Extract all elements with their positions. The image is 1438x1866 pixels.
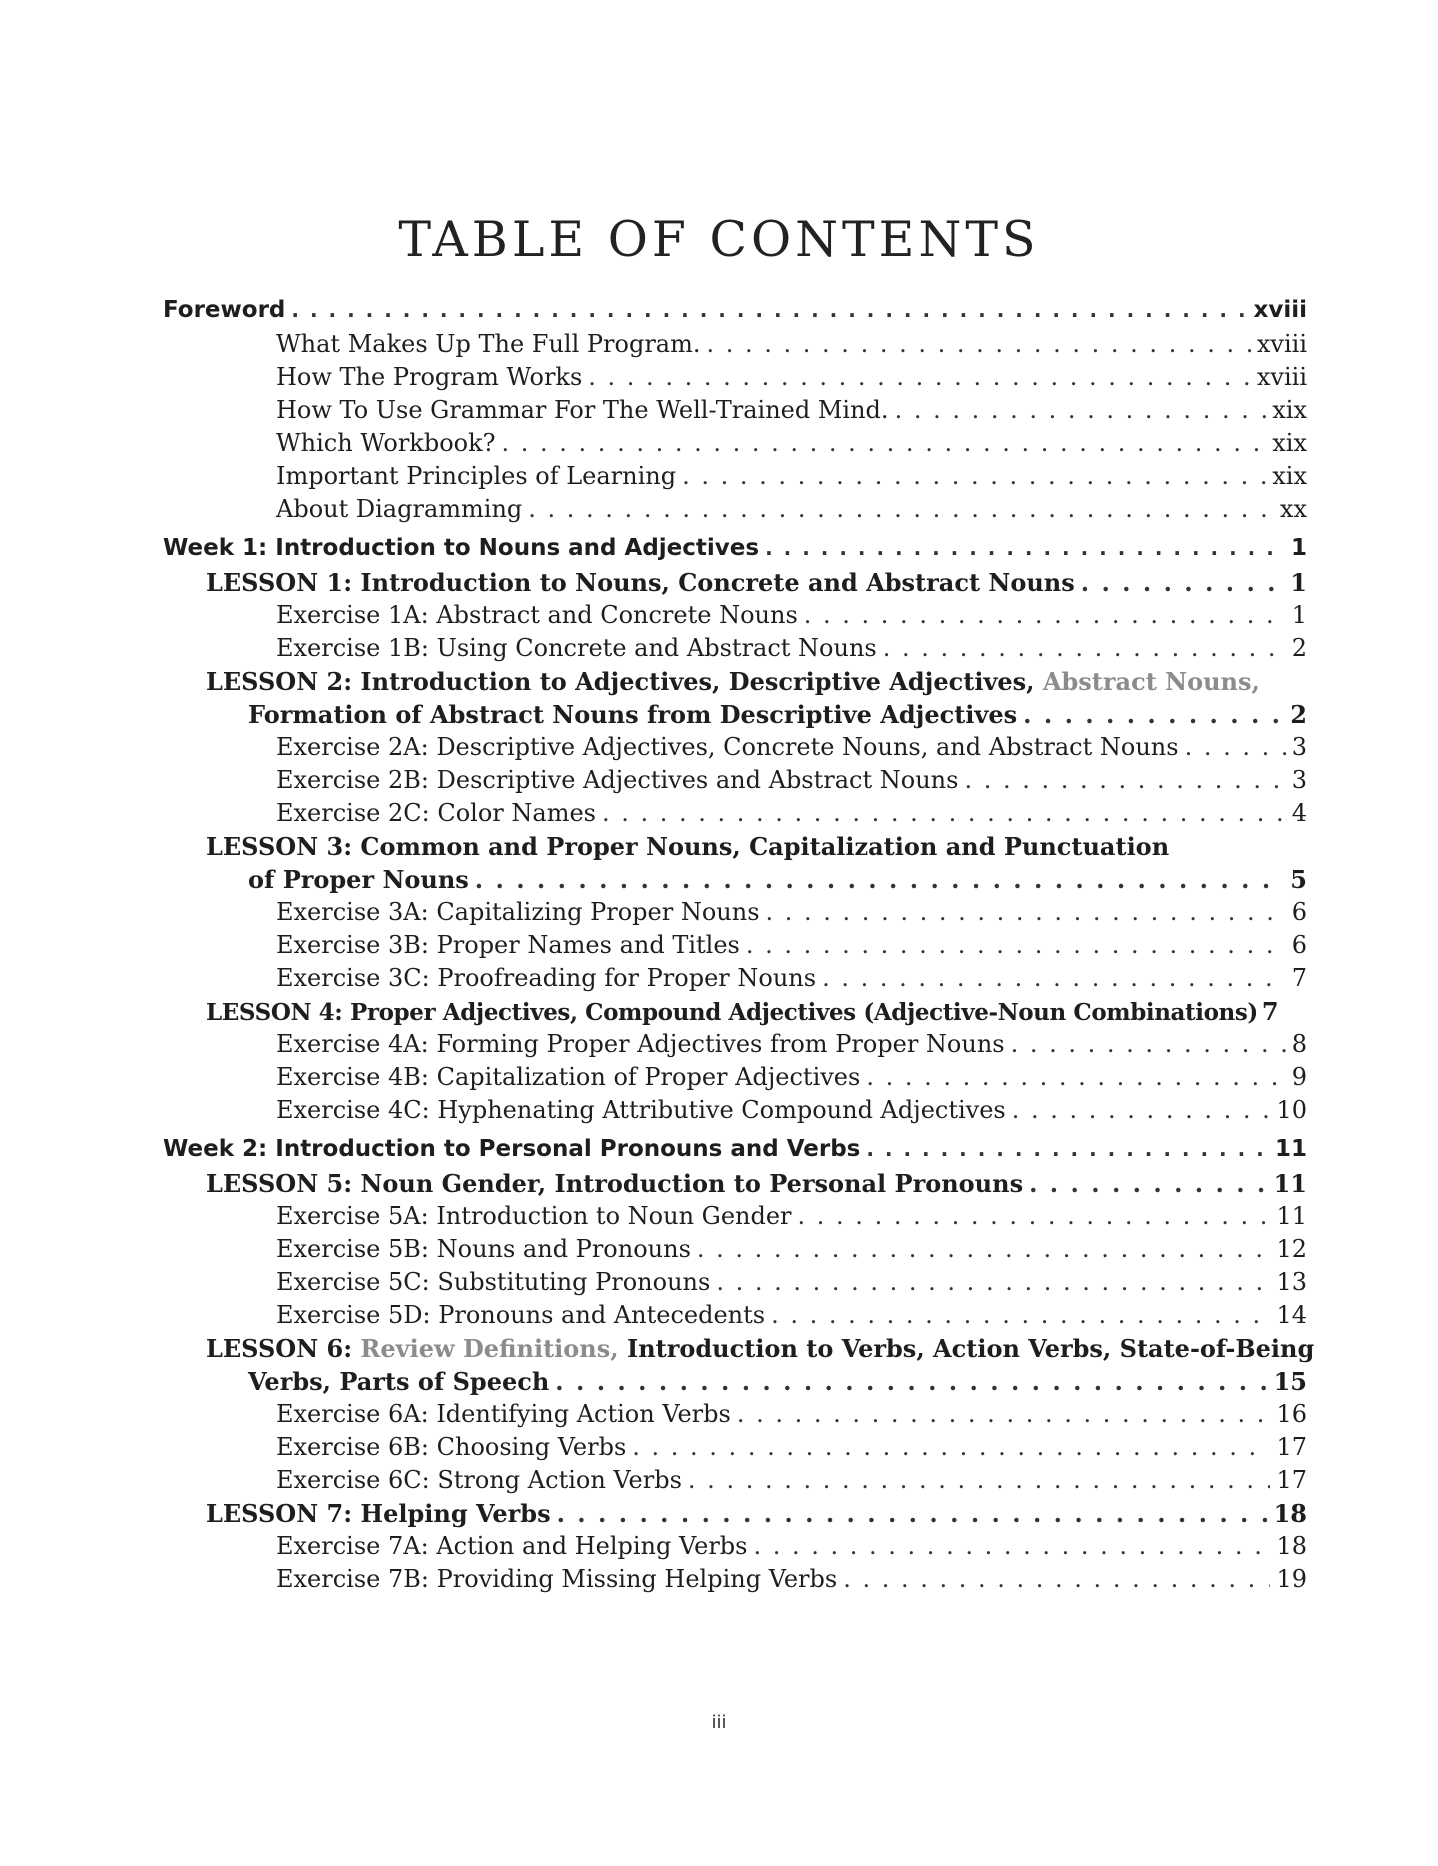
toc-entry-lesson-4[interactable] <box>163 995 1307 1028</box>
toc-page-number: 17 <box>1276 1433 1307 1461</box>
toc-entry-label: How The Program Works <box>276 363 583 391</box>
toc-entry[interactable] <box>163 1094 1307 1127</box>
toc-entry-lesson-6-continued[interactable] <box>163 1365 1307 1398</box>
toc-page-number: 3 <box>1291 766 1307 794</box>
toc-entry-label: Exercise 3A: Capitalizing Proper Nouns <box>276 898 760 926</box>
toc-entry-label: Exercise 3C: Proofreading for Proper Nouns <box>276 964 817 992</box>
dot-leader <box>843 1563 1270 1596</box>
toc-entry-label: Exercise 1A: Abstract and Concrete Nouns <box>276 601 798 629</box>
toc-entry[interactable] <box>163 731 1307 764</box>
toc-entry-label: Exercise 5A: Introduction to Noun Gender <box>276 1202 792 1230</box>
page-title: TABLE OF CONTENTS <box>398 211 1040 268</box>
toc-page-number: xix <box>1272 429 1307 457</box>
toc-page-number: 6 <box>1291 931 1307 959</box>
toc-entry-label: Exercise 6C: Strong Action Verbs <box>276 1466 682 1494</box>
toc-entry[interactable] <box>163 1266 1307 1299</box>
toc-entry-lesson-3[interactable] <box>163 830 1307 863</box>
toc-entry-label: Formation of Abstract Nouns from Descriptive Adjectives <box>248 700 1018 729</box>
toc-page-number: xviii <box>1253 297 1307 323</box>
toc-page-number: 10 <box>1276 1096 1307 1124</box>
toc-entry[interactable] <box>163 797 1307 830</box>
toc-entry-label: Exercise 4C: Hyphenating Attributive Compound Adjectives <box>276 1096 1006 1124</box>
toc-entry-label: Important Principles of Learning <box>276 462 677 490</box>
toc-entry-label: of Proper Nouns <box>248 865 469 894</box>
toc-entry-lesson-2-continued[interactable] <box>163 698 1307 731</box>
toc-page-number: 18 <box>1276 1532 1307 1560</box>
toc-entry[interactable] <box>163 427 1307 460</box>
toc-entry-label-highlight: Review Definitions, <box>360 1334 619 1363</box>
toc-page-number: 16 <box>1276 1400 1307 1428</box>
toc-entry[interactable] <box>163 1563 1307 1596</box>
dot-leader <box>1012 1094 1271 1127</box>
dot-leader <box>291 292 1247 328</box>
dot-leader <box>1081 566 1285 599</box>
toc-entry[interactable] <box>163 962 1307 995</box>
toc-entry-week-1[interactable] <box>163 530 1307 566</box>
toc-entry-lesson-2[interactable] <box>163 665 1307 698</box>
toc-page-number: 15 <box>1273 1367 1307 1396</box>
toc-page-number: 2 <box>1291 634 1307 662</box>
table-of-contents <box>163 292 1315 1596</box>
toc-entry[interactable] <box>163 328 1307 361</box>
toc-entry-label: LESSON 1: Introduction to Nouns, Concrete and Abstract Nouns <box>206 568 1075 597</box>
toc-page-number: xx <box>1279 495 1307 523</box>
dot-leader <box>528 493 1274 526</box>
toc-page-number: 11 <box>1273 1169 1307 1198</box>
dot-leader <box>588 361 1251 394</box>
toc-page-number: 9 <box>1291 1063 1307 1091</box>
toc-entry[interactable] <box>163 764 1307 797</box>
toc-entry-lesson-5[interactable] <box>163 1167 1307 1200</box>
toc-entry[interactable] <box>163 632 1307 665</box>
toc-entry-label: How To Use Grammar For The Well-Trained Mind. <box>276 396 889 424</box>
toc-entry-label-part: LESSON 6: <box>206 1334 353 1363</box>
toc-page-number: xviii <box>1256 363 1307 391</box>
toc-entry[interactable] <box>163 1431 1307 1464</box>
dot-leader <box>753 1530 1270 1563</box>
toc-entry-label: LESSON 3: Common and Proper Nouns, Capitalization and Punctuation <box>206 832 1170 861</box>
dot-leader <box>688 1464 1271 1497</box>
toc-entry-label <box>206 1332 1314 1365</box>
toc-entry-label: Exercise 6A: Identifying Action Verbs <box>276 1400 731 1428</box>
toc-entry-label <box>206 665 1260 698</box>
toc-page-number: 7 <box>1291 964 1307 992</box>
toc-entry[interactable] <box>163 929 1307 962</box>
dot-leader <box>866 1131 1269 1167</box>
toc-entry-label: Exercise 6B: Choosing Verbs <box>276 1433 627 1461</box>
toc-entry[interactable] <box>163 1530 1307 1563</box>
toc-entry-lesson-6[interactable] <box>163 1332 1315 1365</box>
dot-leader <box>746 929 1286 962</box>
toc-page-number: 17 <box>1276 1466 1307 1494</box>
toc-entry-label: Exercise 2B: Descriptive Adjectives and Abstract Nouns <box>276 766 959 794</box>
toc-entry[interactable] <box>163 1200 1307 1233</box>
toc-page-number: 13 <box>1276 1268 1307 1296</box>
toc-entry-lesson-1[interactable] <box>163 566 1307 599</box>
toc-page-number: 6 <box>1291 898 1307 926</box>
toc-entry-label: Exercise 4B: Capitalization of Proper Adjectives <box>276 1063 861 1091</box>
toc-entry-label: LESSON 7: Helping Verbs <box>206 1499 551 1528</box>
dot-leader <box>1029 1167 1268 1200</box>
toc-page-number: 12 <box>1276 1235 1307 1263</box>
toc-entry[interactable] <box>163 1028 1307 1061</box>
toc-entry[interactable] <box>163 599 1307 632</box>
dot-leader <box>866 1061 1285 1094</box>
dot-leader <box>822 962 1286 995</box>
toc-page-number: 11 <box>1274 1136 1307 1162</box>
dot-leader <box>555 1365 1267 1398</box>
toc-entry-foreword[interactable] <box>163 292 1307 328</box>
dot-leader <box>798 1200 1271 1233</box>
dot-leader <box>895 394 1267 427</box>
toc-entry-lesson-3-continued[interactable] <box>163 863 1307 896</box>
dot-leader <box>602 797 1286 830</box>
toc-page-number: 5 <box>1290 865 1307 894</box>
dot-leader <box>737 1398 1271 1431</box>
dot-leader <box>1023 698 1284 731</box>
toc-entry-label: Exercise 5D: Pronouns and Antecedents <box>276 1301 766 1329</box>
dot-leader <box>1011 1028 1286 1061</box>
toc-entry-label: Exercise 5C: Substituting Pronouns <box>276 1268 711 1296</box>
toc-entry-lesson-7[interactable] <box>163 1497 1307 1530</box>
toc-entry-label: Foreword <box>163 297 286 323</box>
toc-entry[interactable] <box>163 1398 1307 1431</box>
toc-entry-label: Exercise 5B: Nouns and Pronouns <box>276 1235 691 1263</box>
toc-entry-label: Verbs, Parts of Speech <box>248 1367 550 1396</box>
toc-entry-label: Week 1: Introduction to Nouns and Adjectives <box>163 535 760 561</box>
toc-entry-label: Which Workbook? <box>276 429 496 457</box>
toc-page-number: 8 <box>1291 1030 1307 1058</box>
dot-leader <box>632 1431 1270 1464</box>
toc-page-number: xix <box>1272 462 1307 490</box>
toc-entry-label: What Makes Up The Full Program. <box>276 330 701 358</box>
toc-page-number: 3 <box>1291 733 1307 761</box>
toc-entry[interactable] <box>163 1299 1307 1332</box>
toc-entry-label: Exercise 7B: Providing Missing Helping Verbs <box>276 1565 838 1593</box>
toc-page-number: 7 <box>1261 997 1279 1026</box>
toc-entry-label-highlight: Abstract Nouns, <box>1042 667 1260 696</box>
toc-page-number: 14 <box>1276 1301 1307 1329</box>
toc-page-number: 19 <box>1276 1565 1307 1593</box>
toc-entry-week-2[interactable] <box>163 1131 1307 1167</box>
toc-entry-label: LESSON 4: Proper Adjectives, Compound Adjectives (Adjective-Noun Combinations) <box>206 999 1258 1026</box>
toc-entry-label-part: LESSON 2: Introduction to Adjectives, Descriptive Adjectives, <box>206 667 1035 696</box>
toc-entry[interactable] <box>163 896 1307 929</box>
toc-page-number: 4 <box>1291 799 1307 827</box>
toc-page-number: 2 <box>1290 700 1307 729</box>
dot-leader <box>804 599 1286 632</box>
toc-entry[interactable] <box>163 1464 1307 1497</box>
toc-page-number: 1 <box>1290 535 1307 561</box>
dot-leader <box>964 764 1285 797</box>
dot-leader <box>716 1266 1270 1299</box>
toc-entry[interactable] <box>163 394 1307 427</box>
toc-page-number: 18 <box>1273 1499 1307 1528</box>
dot-leader <box>771 1299 1270 1332</box>
dot-leader <box>707 328 1251 361</box>
toc-entry-label: Week 2: Introduction to Personal Pronouns and Verbs <box>163 1136 861 1162</box>
dot-leader <box>883 632 1286 665</box>
dot-leader <box>1185 731 1286 764</box>
toc-entry[interactable] <box>163 1061 1307 1094</box>
toc-entry-label: About Diagramming <box>276 495 523 523</box>
dot-leader <box>697 1233 1271 1266</box>
dot-leader <box>475 863 1285 896</box>
toc-entry-label: Exercise 2C: Color Names <box>276 799 596 827</box>
dot-leader <box>682 460 1266 493</box>
toc-page-number: xviii <box>1256 330 1307 358</box>
toc-entry[interactable] <box>163 493 1307 526</box>
toc-page-number: 11 <box>1276 1202 1307 1230</box>
toc-entry[interactable] <box>163 460 1307 493</box>
toc-entry-label: Exercise 3B: Proper Names and Titles <box>276 931 740 959</box>
dot-leader <box>766 896 1286 929</box>
toc-page-number: 1 <box>1290 568 1307 597</box>
toc-entry[interactable] <box>163 1233 1307 1266</box>
toc-entry-label: Exercise 2A: Descriptive Adjectives, Concrete Nouns, and Abstract Nouns <box>276 733 1179 761</box>
dot-leader <box>765 530 1285 566</box>
toc-page-number: 1 <box>1291 601 1307 629</box>
toc-entry-label: Exercise 4A: Forming Proper Adjectives from Proper Nouns <box>276 1030 1005 1058</box>
dot-leader <box>557 1497 1268 1530</box>
toc-entry[interactable] <box>163 361 1307 394</box>
toc-page-number: xix <box>1272 396 1307 424</box>
toc-entry-label-part: Introduction to Verbs, Action Verbs, State-of-Being <box>626 1334 1315 1363</box>
page-number: iii <box>711 1712 727 1733</box>
toc-entry-label: Exercise 7A: Action and Helping Verbs <box>276 1532 748 1560</box>
toc-entry-label: Exercise 1B: Using Concrete and Abstract Nouns <box>276 634 877 662</box>
toc-entry-label: LESSON 5: Noun Gender, Introduction to Personal Pronouns <box>206 1169 1024 1198</box>
dot-leader <box>502 427 1267 460</box>
